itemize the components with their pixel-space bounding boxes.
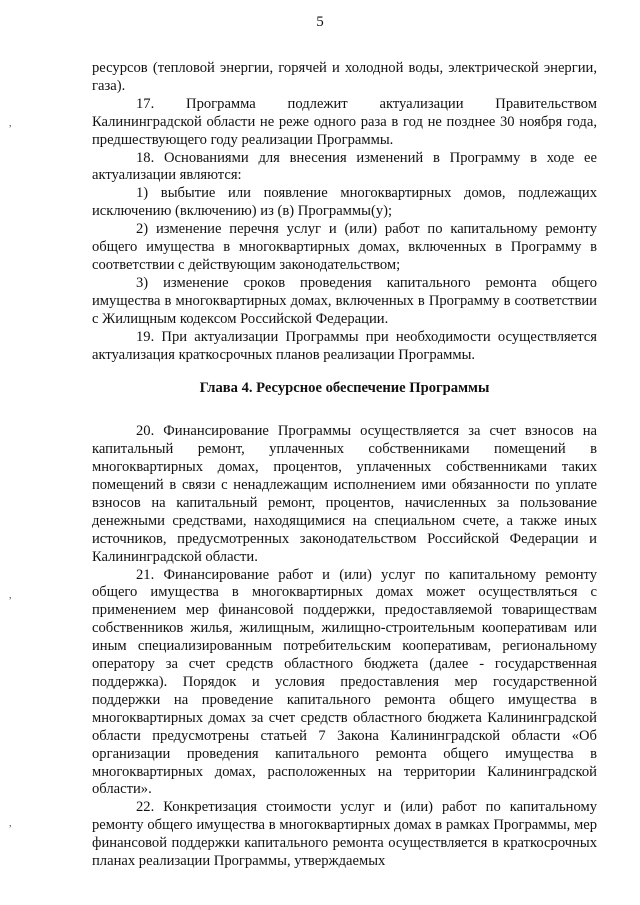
paragraph-18-item-1: 1) выбытие или появление многоквартирных домов, подлежащих исключению (включению) из (в) Программы(у); <box>92 185 597 220</box>
margin-mark: , <box>9 818 12 829</box>
chapter-heading: Глава 4. Ресурсное обеспечение Программы <box>199 380 490 397</box>
paragraph-19: 19. При актуализации Программы при необходимости осуществляется актуализация краткосрочных планов реализации Программы. <box>92 328 597 363</box>
paragraph-21: 21. Финансирование работ и (или) услуг по капитальному ремонту общего имущества в многоквартирных домах может осуществляться с применением мер финансовой поддержки, предоставляемой товариществам собственников жилья, жилищным, жилищно-строительным кооперативам или иным специализированным потребительским кооперативам, региональному оператору за счет средств областного бюджета (далее - государственная поддержка). Порядок и условия предоставления мер государственной поддержки на проведение капитального ремонта общего имущества в многоквартирных домах за счет средств областного бюджета Калининградской области предусмотрены статьей 7 Закона Калининградской области «Об организации проведения капитального ремонта общего имущества в многоквартирных домах, расположенных на территории Калининградской области». <box>92 566 597 798</box>
paragraph-22: 22. Конкретизация стоимости услуг и (или) работ по капитальному ремонту общего имущества в многоквартирных домах в рамках Программы, мер финансовой поддержки капитального ремонта осуществляется в краткосрочных планах реализации Программы, утверждаемых <box>92 799 597 870</box>
paragraph-continuation: ресурсов (тепловой энергии, горячей и холодной воды, электрической энергии, газа). <box>92 60 597 94</box>
document-body <box>92 60 597 871</box>
margin-mark: , <box>9 118 12 129</box>
paragraph-17: 17. Программа подлежит актуализации Правительством Калининградской области не реже одного раза в год не позднее 30 ноября года, предшествующего году реализации Программы. <box>92 95 597 148</box>
margin-mark: , <box>9 590 12 601</box>
page-number: 5 <box>316 14 324 30</box>
paragraph-20: 20. Финансирование Программы осуществляется за счет взносов на капитальный ремонт, уплаченных собственниками помещений в многоквартирных домах, процентов, уплаченных собственниками таких помещений в связи с ненадлежащим исполнением ими обязанности по уплате взносов на капитальный ремонт, процентов, начисленных за пользование денежными средствами, находящимися на специальном счете, а также иных источников, предусмотренных законодательством Российской Федерации и Калининградской области. <box>92 423 597 565</box>
paragraph-18-item-3: 3) изменение сроков проведения капитального ремонта общего имущества в многоквартирных домах, включенных в Программу в соответствии с Жилищным кодексом Российской Федерации. <box>92 274 597 327</box>
paragraph-18: 18. Основаниями для внесения изменений в Программу в ходе ее актуализации являются: <box>92 149 597 184</box>
paragraph-18-item-2: 2) изменение перечня услуг и (или) работ по капитальному ремонту общего имущества в многоквартирных домах, включенных в Программу в соответствии с действующим законодательством; <box>92 221 597 273</box>
